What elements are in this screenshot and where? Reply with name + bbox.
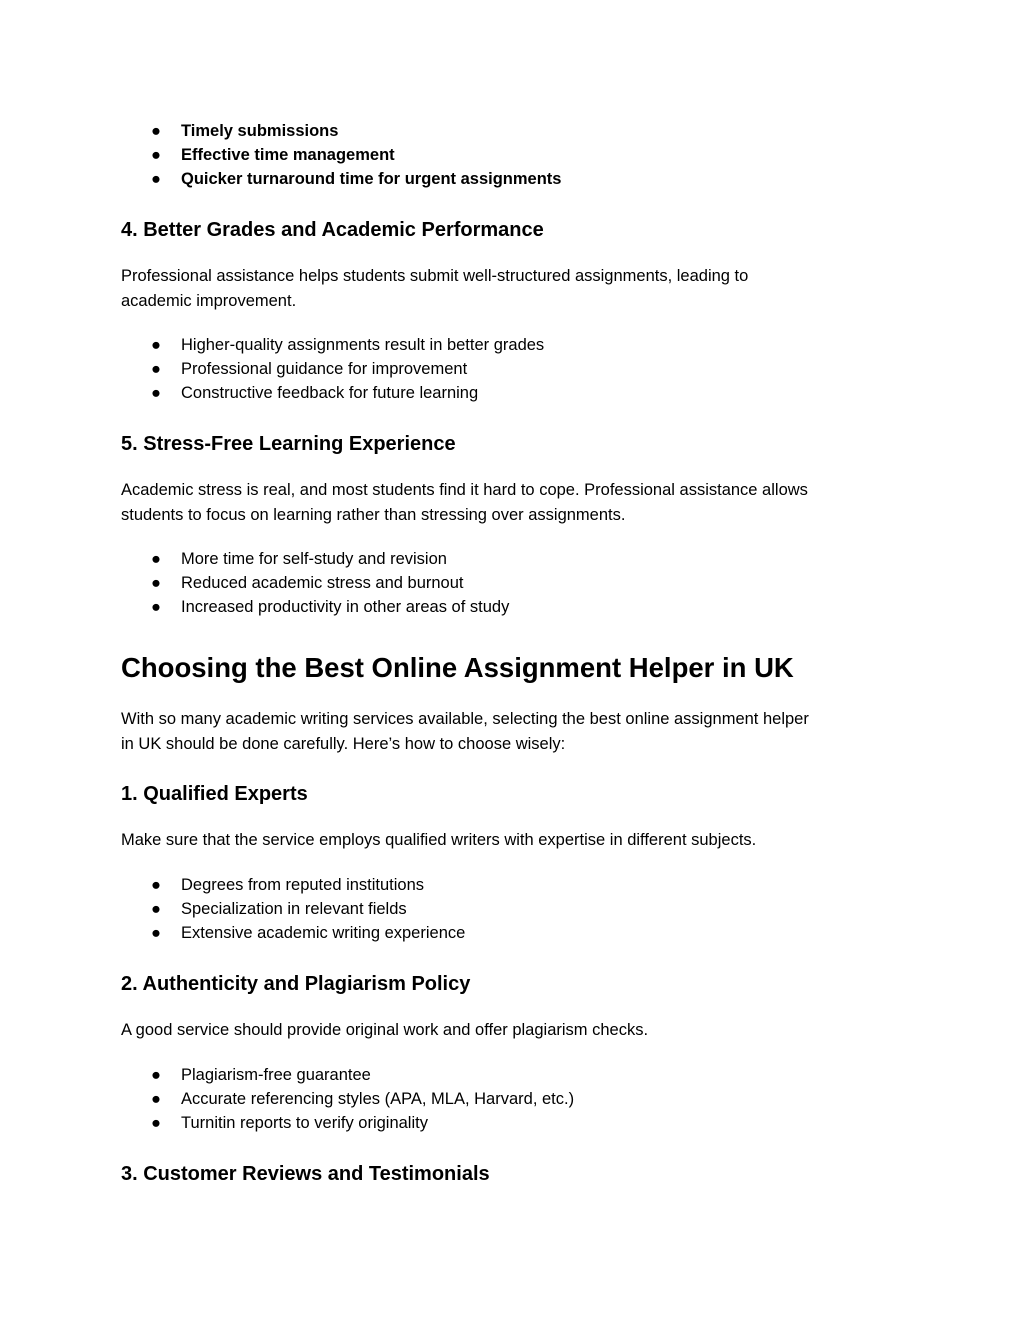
bullet-icon: ● — [151, 336, 161, 354]
section-paragraph — [121, 707, 901, 756]
bullet-icon: ● — [151, 122, 161, 140]
list-item — [151, 1063, 371, 1087]
list-item-text: Degrees from reputed institutions — [181, 876, 425, 894]
list-item-text: Increased productivity in other areas of study — [181, 598, 510, 616]
list-item — [151, 333, 544, 357]
bullet-icon: ● — [151, 598, 161, 616]
paragraph-line: in UK should be done carefully. Here’s how to choose wisely: — [121, 734, 566, 753]
section-heading-qualified-experts: 1. Qualified Experts — [121, 783, 308, 805]
paragraph-line: With so many academic writing services available, selecting the best online assignment helper — [121, 710, 809, 728]
section-paragraph — [121, 264, 901, 313]
section-heading-authenticity: 2. Authenticity and Plagiarism Policy — [121, 973, 471, 995]
section-paragraph — [121, 478, 901, 527]
list-item-text: Turnitin reports to verify originality — [181, 1114, 428, 1132]
list-item-text: More time for self-study and revision — [181, 550, 447, 568]
paragraph-line: A good service should provide original work and offer plagiarism checks. — [121, 1021, 649, 1039]
list-item — [151, 595, 509, 619]
list-item-text: Specialization in relevant fields — [181, 900, 407, 918]
list-item — [151, 873, 424, 897]
list-item — [151, 167, 561, 191]
bullet-icon: ● — [151, 1066, 161, 1084]
list-item — [151, 119, 338, 143]
list-item-text: Professional guidance for improvement — [181, 360, 468, 378]
paragraph-line: Professional assistance helps students submit well-structured assignments, leading to — [121, 267, 749, 285]
bullet-icon: ● — [151, 900, 161, 918]
list-item-text: Reduced academic stress and burnout — [181, 574, 464, 592]
section-heading-customer-reviews: 3. Customer Reviews and Testimonials — [121, 1163, 490, 1185]
list-item-text: Extensive academic writing experience — [181, 924, 466, 942]
list-item-text: Higher-quality assignments result in better grades — [181, 336, 545, 354]
list-item — [151, 381, 478, 405]
list-item-text: Constructive feedback for future learning — [181, 384, 479, 402]
section-heading-stress-free: 5. Stress-Free Learning Experience — [121, 433, 456, 455]
bullet-icon: ● — [151, 924, 161, 942]
list-item-text: Quicker turnaround time for urgent assignments — [181, 170, 562, 188]
bullet-icon: ● — [151, 550, 161, 568]
bullet-icon: ● — [151, 876, 161, 894]
list-item — [151, 357, 467, 381]
list-item — [151, 547, 447, 571]
paragraph-line: students to focus on learning rather than stressing over assignments. — [121, 505, 626, 524]
list-item-text: Accurate referencing styles (APA, MLA, Harvard, etc.) — [181, 1090, 575, 1108]
bullet-icon: ● — [151, 1090, 161, 1108]
bullet-icon: ● — [151, 1114, 161, 1132]
list-item — [151, 571, 464, 595]
section-heading-better-grades: 4. Better Grades and Academic Performance — [121, 219, 544, 241]
paragraph-line: academic improvement. — [121, 291, 297, 310]
bullet-icon: ● — [151, 146, 161, 164]
list-item — [151, 1111, 428, 1135]
list-item-text: Plagiarism-free guarantee — [181, 1066, 371, 1084]
section-paragraph — [121, 1018, 901, 1043]
list-item-text: Timely submissions — [181, 122, 339, 140]
bullet-icon: ● — [151, 360, 161, 378]
list-item — [151, 1087, 574, 1111]
section-paragraph — [121, 828, 901, 853]
bullet-icon: ● — [151, 574, 161, 592]
paragraph-line: Academic stress is real, and most students find it hard to cope. Professional assistance allows — [121, 481, 808, 499]
bullet-icon: ● — [151, 170, 161, 188]
list-item — [151, 897, 407, 921]
paragraph-line: Make sure that the service employs qualified writers with expertise in different subjects. — [121, 831, 757, 849]
list-item — [151, 921, 465, 945]
list-item — [151, 143, 395, 167]
list-item-text: Effective time management — [181, 146, 395, 164]
section-title-choosing: Choosing the Best Online Assignment Helper in UK — [121, 652, 794, 683]
bullet-icon: ● — [151, 384, 161, 402]
